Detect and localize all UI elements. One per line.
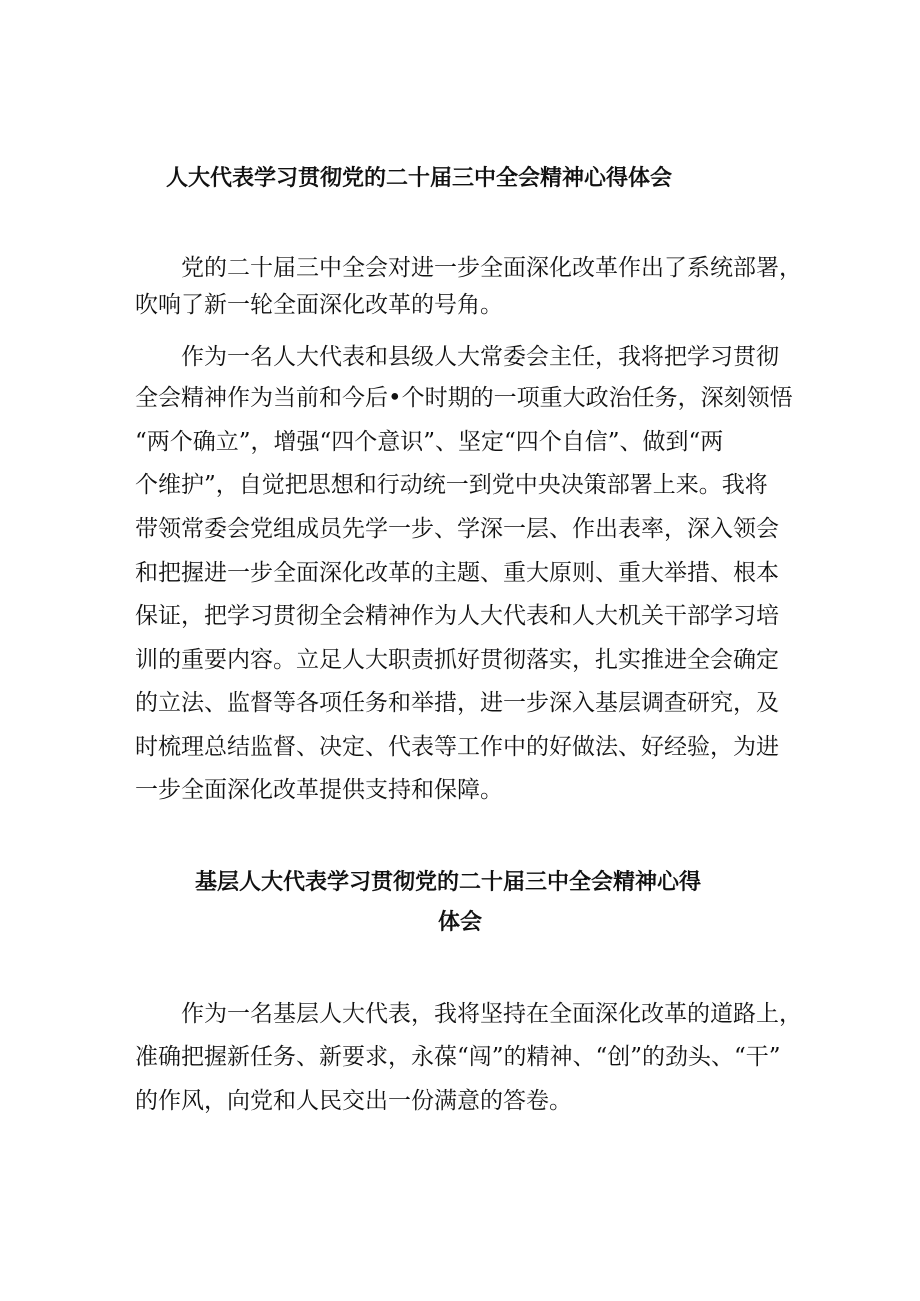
paragraph-line: 吹响了新一轮全面深化改革的号角。 xyxy=(135,292,503,318)
paragraph-line: 和把握进一步全面深化改革的主题、重大原则、重大举措、根本 xyxy=(135,560,779,586)
paragraph-line: 的作风，向党和人民交出一份满意的答卷。 xyxy=(135,1088,572,1114)
paragraph-line: 作为一名基层人大代表，我将坚持在全面深化改革的道路上， xyxy=(181,1001,802,1027)
paragraph-line: 全会精神作为当前和今后•个时期的一项重大政治任务，深刻领悟 xyxy=(135,385,793,411)
paragraph-line: “两个确立”，增强“四个意识”、坚定“四个自信”、做到“两 xyxy=(135,429,724,455)
section1-title: 人大代表学习贯彻党的二十届三中全会精神心得体会 xyxy=(166,166,673,191)
paragraph-line: 带领常委会党组成员先学一步、学深一层、作出表率，深入领会 xyxy=(135,516,779,542)
paragraph-line: 一步全面深化改革提供支持和保障。 xyxy=(135,777,503,803)
paragraph-line: 准确把握新任务、新要求，永葆“闯”的精神、“创”的劲头、“干” xyxy=(135,1044,781,1070)
paragraph-line: 党的二十届三中全会对进一步全面深化改革作出了系统部署， xyxy=(181,255,802,281)
section2-title-line1: 基层人大代表学习贯彻党的二十届三中全会精神心得 xyxy=(195,870,702,895)
section2-title-line2: 体会 xyxy=(438,910,483,935)
paragraph-line: 的立法、监督等各项任务和举措，进一步深入基层调查研究，及 xyxy=(135,690,779,716)
paragraph-line: 个维护”，自觉把思想和行动统一到党中央决策部署上来。我将 xyxy=(135,472,768,498)
paragraph-line: 保证，把学习贯彻全会精神作为人大代表和人大机关干部学习培 xyxy=(135,603,779,629)
paragraph-line: 时梳理总结监督、决定、代表等工作中的好做法、好经验，为进 xyxy=(135,734,779,760)
paragraph-line: 作为一名人大代表和县级人大常委会主任，我将把学习贯彻 xyxy=(181,344,779,370)
paragraph-line: 训的重要内容。立足人大职责抓好贯彻落实，扎实推进全会确定 xyxy=(135,647,779,673)
